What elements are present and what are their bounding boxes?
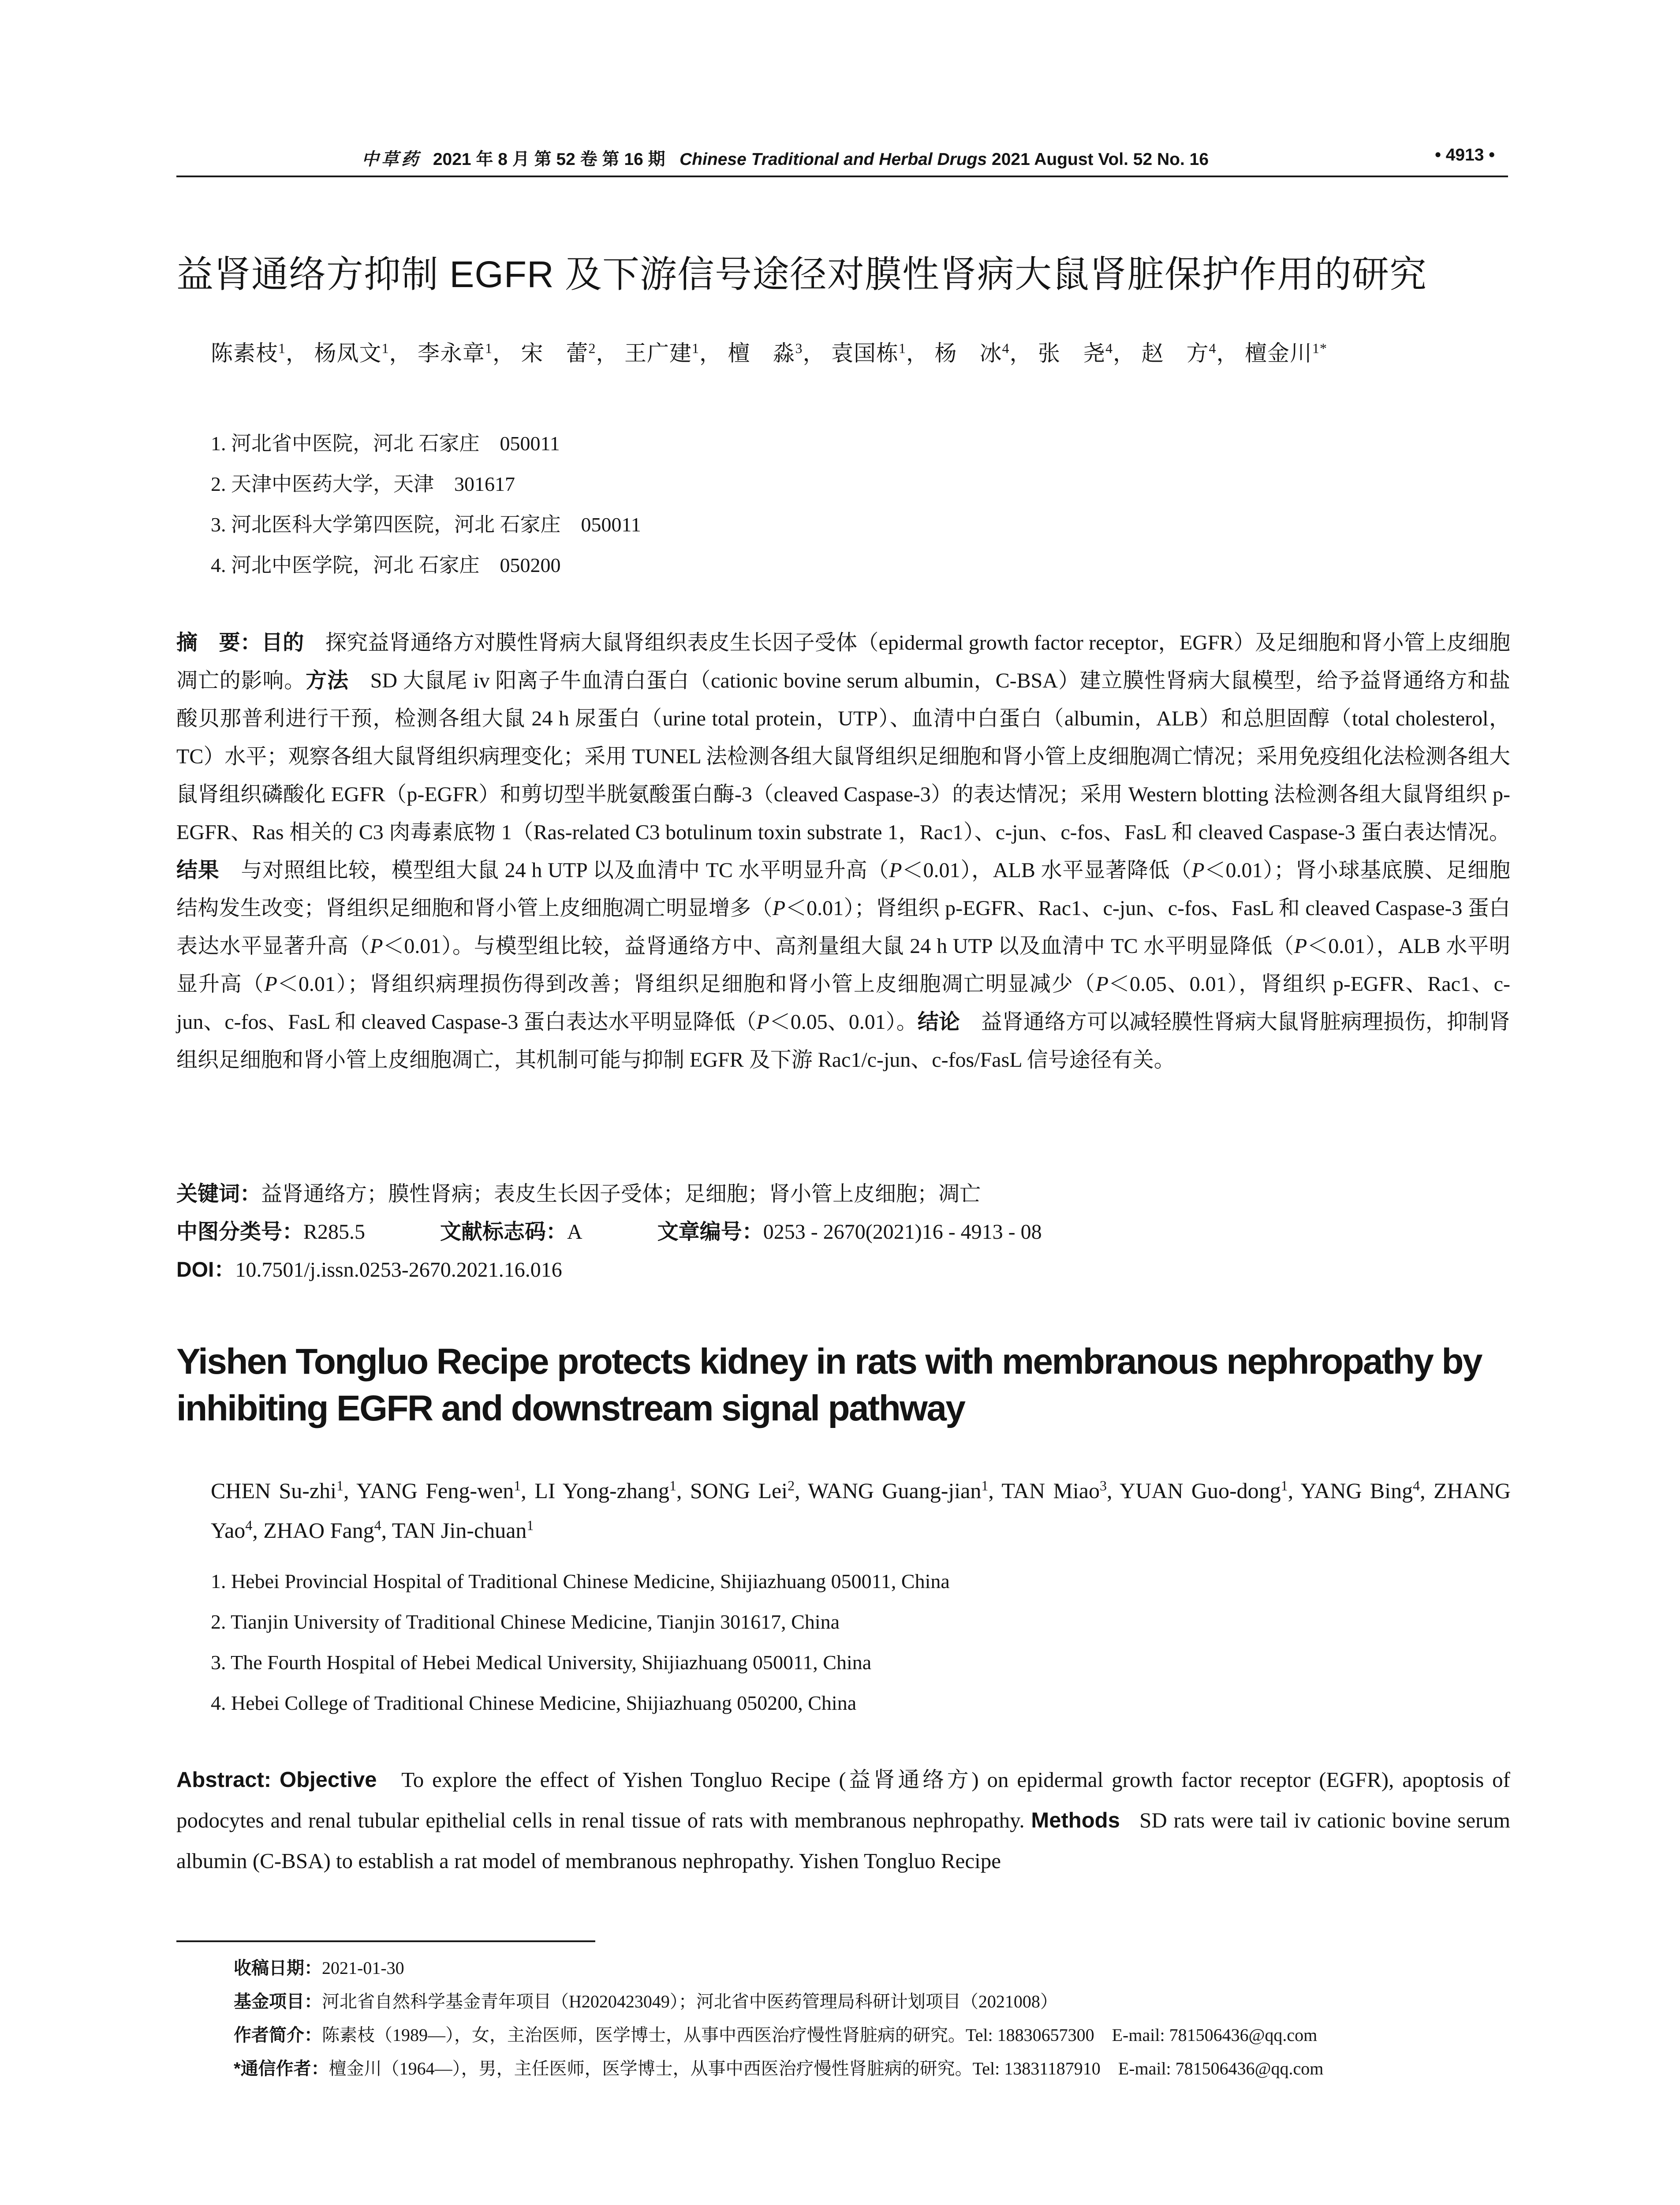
results-text: ＜0.05、0.01），肾组织 p-EGFR、Rac1、c-jun、c-fos、FasL 和 cleaved Caspase-3 蛋白表达水平明显降低（ bbox=[176, 972, 1510, 1034]
author-cn: 杨凤文 bbox=[314, 341, 382, 366]
keywords-text: 益肾通络方；膜性肾病；表皮生长因子受体；足细胞；肾小管上皮细胞；凋亡 bbox=[261, 1182, 981, 1206]
author-en: YANG Feng-wen bbox=[356, 1478, 514, 1503]
authors-en: CHEN Su-zhi$^1$, YANG Feng-wen$^1$, LI Yong-zhang$^1$, SONG Lei$^2$, WANG Guang-jian$^1$, TAN Miao$^3$, YUAN Guo-dong$^1$, YANG Bing$^4$, ZHANG Yao$^4$, ZHAO Fang$^4$, TAN Jin-chuan$^1$ bbox=[211, 1477, 1511, 1543]
author-cn: 宋 蕾 bbox=[521, 341, 589, 366]
article-no-label: 文章编号： bbox=[657, 1220, 763, 1244]
methods-text: SD 大鼠尾 iv 阳离子牛血清白蛋白（cationic bovine serum albumin，C-BSA）建立膜性肾病大鼠模型，给予益肾通络方和盐酸贝那普利进行干预，检测各组大鼠 24 h 尿蛋白（urine total protein，UTP）、血清中白蛋白（albumin，ALB）和总胆固醇（total cholesterol，TC）水平；观察各组大鼠肾组织病理变化；采用 TUNEL 法检测各组大鼠肾组织足细胞和肾小管上皮细胞凋亡情况；采用免疫组化法检测各组大鼠肾组织磷酸化 EGFR（p-EGFR）和剪切型半胱氨酸蛋白酶-3（cleaved Caspase-3）的表达情况；采用 Western blotting 法检测各组大鼠肾组织 p-EGFR、Ras 相关的 C3 肉毒素底物 1（Ras-related C3 botulinum toxin substrate 1，Rac1）、c-jun、c-fos、FasL 和 cleaved Caspase-3 蛋白表达情况。 bbox=[176, 669, 1510, 844]
authors-cn: 陈素枝$^1$， 杨凤文$^1$， 李永章$^1$， 宋 蕾$^2$， 王广建$^1$， 檀 淼$^3$， 袁国栋$^1$， 杨 冰$^4$， 张 尧$^4$， 赵 方$^4$， 檀金川$^{1*}$ bbox=[211, 340, 1327, 366]
journal-name-cn: 中草药 bbox=[362, 149, 422, 169]
results-label: 结果 bbox=[176, 859, 220, 882]
author-affil-sup: 1 bbox=[899, 340, 906, 356]
abstract-label: 摘 要： bbox=[176, 631, 262, 654]
results-text: ＜0.01），ALB 水平显著降低（ bbox=[902, 859, 1192, 882]
author-affil-sup: 1 bbox=[381, 340, 389, 356]
author-affil-sup: 1 bbox=[669, 1477, 677, 1494]
author-affil-sup: 4 bbox=[1002, 340, 1010, 356]
author-affil-sup: 1 bbox=[981, 1477, 989, 1494]
p-value-symbol: P bbox=[1294, 934, 1307, 958]
p-value-symbol: P bbox=[370, 934, 383, 958]
author-en: CHEN Su-zhi bbox=[211, 1478, 337, 1503]
results-text: ＜0.01）；肾组织 p-EGFR、Rac1、c-jun、c-fos、FasL 和 cleaved Caspase-3 蛋白表达水平显著升高（ bbox=[176, 897, 1510, 958]
p-value-symbol: P bbox=[1191, 859, 1205, 882]
author-cn: 李永章 bbox=[418, 341, 485, 366]
results-text: ＜0.05、0.01）。 bbox=[769, 1010, 918, 1034]
footnote-rule bbox=[176, 1940, 595, 1942]
footnote-label: 作者简介： bbox=[234, 2026, 322, 2045]
methods-text-en: SD rats were tail iv cationic bovine serum albumin (C-BSA) to establish a rat model of membranous nephropathy. Yishen Tongluo Recipe bbox=[176, 1808, 1510, 1873]
affiliation-en: 2. Tianjin University of Traditional Chinese Medicine, Tianjin 301617, China bbox=[211, 1611, 840, 1633]
author-affil-sup: 3 bbox=[1100, 1477, 1107, 1494]
p-value-symbol: P bbox=[889, 859, 902, 882]
p-value-symbol: P bbox=[772, 897, 786, 920]
author-affil-sup: 2 bbox=[588, 340, 596, 356]
page-number: • 4913 • bbox=[1435, 146, 1495, 164]
author-affil-sup: 1 bbox=[1281, 1477, 1288, 1494]
author-affil-sup: 4 bbox=[1105, 340, 1113, 356]
affiliation-cn: 3. 河北医科大学第四医院，河北 石家庄 050011 bbox=[211, 513, 641, 536]
doi-label: DOI： bbox=[176, 1258, 235, 1282]
footnote-funding bbox=[234, 1985, 1512, 2018]
author-affil-sup: 2 bbox=[788, 1477, 795, 1494]
author-affil-sup: 4 bbox=[1413, 1477, 1420, 1494]
author-en: ZHAO Fang bbox=[263, 1518, 374, 1543]
footnote-label: 基金项目： bbox=[234, 1992, 322, 2011]
footnotes bbox=[234, 1951, 1512, 2085]
author-cn: 王广建 bbox=[624, 341, 692, 366]
article-no-value: 0253 - 2670(2021)16 - 4913 - 08 bbox=[763, 1220, 1042, 1244]
footnote-label: *通信作者： bbox=[234, 2059, 329, 2078]
journal-name-en: Chinese Traditional and Herbal Drugs bbox=[679, 150, 987, 169]
affiliations-cn bbox=[211, 423, 1512, 586]
footnote-text: 2021-01-30 bbox=[322, 1958, 404, 1978]
doc-code-label: 文献标志码： bbox=[440, 1220, 567, 1244]
footnote-received bbox=[234, 1951, 1512, 1985]
author-affil-sup: 1 bbox=[692, 340, 699, 356]
conclusion-label: 结论 bbox=[917, 1010, 960, 1034]
p-value-symbol: P bbox=[756, 1010, 769, 1034]
author-en: LI Yong-zhang bbox=[534, 1478, 670, 1503]
author-cn: 张 尧 bbox=[1038, 341, 1105, 366]
classification-line bbox=[176, 1213, 1510, 1251]
author-en: YANG Bing bbox=[1300, 1478, 1413, 1503]
author-cn: 赵 方 bbox=[1141, 341, 1209, 366]
author-en: SONG Lei bbox=[690, 1478, 788, 1503]
author-affil-sup: 1 bbox=[336, 1477, 344, 1494]
doi-line bbox=[176, 1251, 1510, 1289]
p-value-symbol: P bbox=[1095, 972, 1109, 996]
footnote-label: 收稿日期： bbox=[234, 1958, 322, 1978]
objective-text-en: To explore the effect of Yishen Tongluo Recipe (益肾通络方) on epidermal growth factor receptor (EGFR), apoptosis of podocytes and renal tubular epithelial cells in renal tissue of rats with membranous nephropathy. bbox=[176, 1768, 1511, 1832]
footnote-text: 陈素枝（1989—），女，主治医师，医学博士，从事中西医治疗慢性肾脏病的研究。Tel: 18830657300 E-mail: 781506436@qq.com bbox=[322, 2025, 1318, 2045]
p-value-symbol: P bbox=[264, 972, 277, 996]
keywords-label: 关键词： bbox=[176, 1182, 261, 1206]
footnote-text: 檀金川（1964—），男，主任医师，医学博士，从事中西医治疗慢性肾脏病的研究。Tel: 13831187910 E-mail: 781506436@qq.com bbox=[329, 2059, 1324, 2078]
author-affil-sup: 1 bbox=[485, 340, 493, 356]
results-text: ＜0.01）；肾小球基底膜、足细胞结构发生改变；肾组织足细胞和肾小管上皮细胞凋亡明显增多（ bbox=[176, 859, 1510, 920]
conclusion-text: 益肾通络方可以减轻膜性肾病大鼠肾脏病理损伤，抑制肾组织足细胞和肾小管上皮细胞凋亡，其机制可能与抑制 EGFR 及下游 Rac1/c-jun、c-fos/FasL 信号途径有关。 bbox=[176, 1010, 1510, 1072]
affiliation-cn: 2. 天津中医药大学，天津 301617 bbox=[211, 473, 515, 495]
objective-label: 目的 bbox=[261, 631, 304, 654]
author-affil-sup: 1 bbox=[278, 340, 286, 356]
author-en: WANG Guang-jian bbox=[808, 1478, 982, 1503]
abstract-cn bbox=[176, 624, 1510, 1079]
issue-en: 2021 August Vol. 52 No. 16 bbox=[992, 150, 1209, 169]
title-en: Yishen Tongluo Recipe protects kidney in rats with membranous nephropathy by inhibiting EGFR and downstream signal pathway bbox=[176, 1342, 1482, 1428]
keywords-cn bbox=[176, 1175, 1510, 1213]
footnote-author-bio bbox=[234, 2018, 1512, 2052]
author-cn: 袁国栋 bbox=[831, 341, 899, 366]
footnote-text: 河北省自然科学基金青年项目（H2020423049）；河北省中医药管理局科研计划项目（2021008） bbox=[322, 1992, 1058, 2011]
running-header bbox=[176, 146, 1508, 176]
clc-label: 中图分类号： bbox=[176, 1220, 304, 1244]
affiliation-en: 4. Hebei College of Traditional Chinese Medicine, Shijiazhuang 050200, China bbox=[211, 1692, 857, 1714]
objective-label-en: Objective bbox=[279, 1768, 377, 1792]
author-affil-sup: 4 bbox=[245, 1517, 253, 1533]
header-rule bbox=[176, 176, 1508, 177]
title-cn: 益肾通络方抑制 EGFR 及下游信号途径对膜性肾病大鼠肾脏保护作用的研究 bbox=[176, 254, 1427, 295]
affiliation-en: 1. Hebei Provincial Hospital of Traditional Chinese Medicine, Shijiazhuang 050011, China bbox=[211, 1570, 950, 1592]
author-en: ZHANG Yao bbox=[211, 1478, 1511, 1543]
abstract-en bbox=[176, 1760, 1510, 1881]
author-affil-sup: 1 bbox=[514, 1477, 521, 1494]
author-cn: 檀金川 bbox=[1245, 341, 1312, 366]
issue-cn: 2021 年 8 月 第 52 卷 第 16 期 bbox=[433, 150, 665, 169]
methods-label-en: Methods bbox=[1031, 1809, 1120, 1832]
abstract-label-en: Abstract: bbox=[176, 1768, 272, 1792]
doi-value: 10.7501/j.issn.0253-2670.2021.16.016 bbox=[235, 1258, 562, 1282]
results-text: ＜0.01），ALB 水平明显升高（ bbox=[176, 934, 1510, 996]
clc-value: R285.5 bbox=[303, 1220, 366, 1244]
author-cn: 陈素枝 bbox=[211, 341, 278, 366]
affiliation-en: 3. The Fourth Hospital of Hebei Medical University, Shijiazhuang 050011, China bbox=[211, 1651, 872, 1674]
author-affil-sup: 1* bbox=[1312, 340, 1327, 356]
author-en: TAN Miao bbox=[1001, 1478, 1100, 1503]
author-cn: 杨 冰 bbox=[934, 341, 1002, 366]
footnote-corresponding bbox=[234, 2052, 1512, 2085]
affiliation-cn: 1. 河北省中医院，河北 石家庄 050011 bbox=[211, 432, 560, 455]
author-en: TAN Jin-chuan bbox=[392, 1518, 527, 1543]
methods-label: 方法 bbox=[306, 669, 349, 692]
results-text: ＜0.01）；肾组织病理损伤得到改善；肾组织足细胞和肾小管上皮细胞凋亡明显减少（ bbox=[277, 972, 1096, 996]
author-affil-sup: 4 bbox=[374, 1517, 381, 1533]
affiliation-cn: 4. 河北中医学院，河北 石家庄 050200 bbox=[211, 554, 561, 576]
doc-code-value: A bbox=[567, 1220, 582, 1244]
author-affil-sup: 3 bbox=[795, 340, 803, 356]
author-en: YUAN Guo-dong bbox=[1120, 1478, 1281, 1503]
results-text: ＜0.01）。与模型组比较，益肾通络方中、高剂量组大鼠 24 h UTP 以及血清中 TC 水平明显降低（ bbox=[383, 934, 1294, 958]
author-affil-sup: 4 bbox=[1209, 340, 1217, 356]
journal-citation bbox=[362, 146, 1209, 170]
author-cn: 檀 淼 bbox=[728, 341, 795, 366]
affiliations-en bbox=[211, 1561, 1512, 1723]
results-text: 与对照组比较，模型组大鼠 24 h UTP 以及血清中 TC 水平明显升高（ bbox=[241, 859, 889, 882]
author-affil-sup: 1 bbox=[526, 1517, 534, 1533]
objective-text: 探究益肾通络方对膜性肾病大鼠肾组织表皮生长因子受体（epidermal growth factor receptor，EGFR）及足细胞和肾小管上皮细胞凋亡的影响。 bbox=[176, 631, 1510, 692]
